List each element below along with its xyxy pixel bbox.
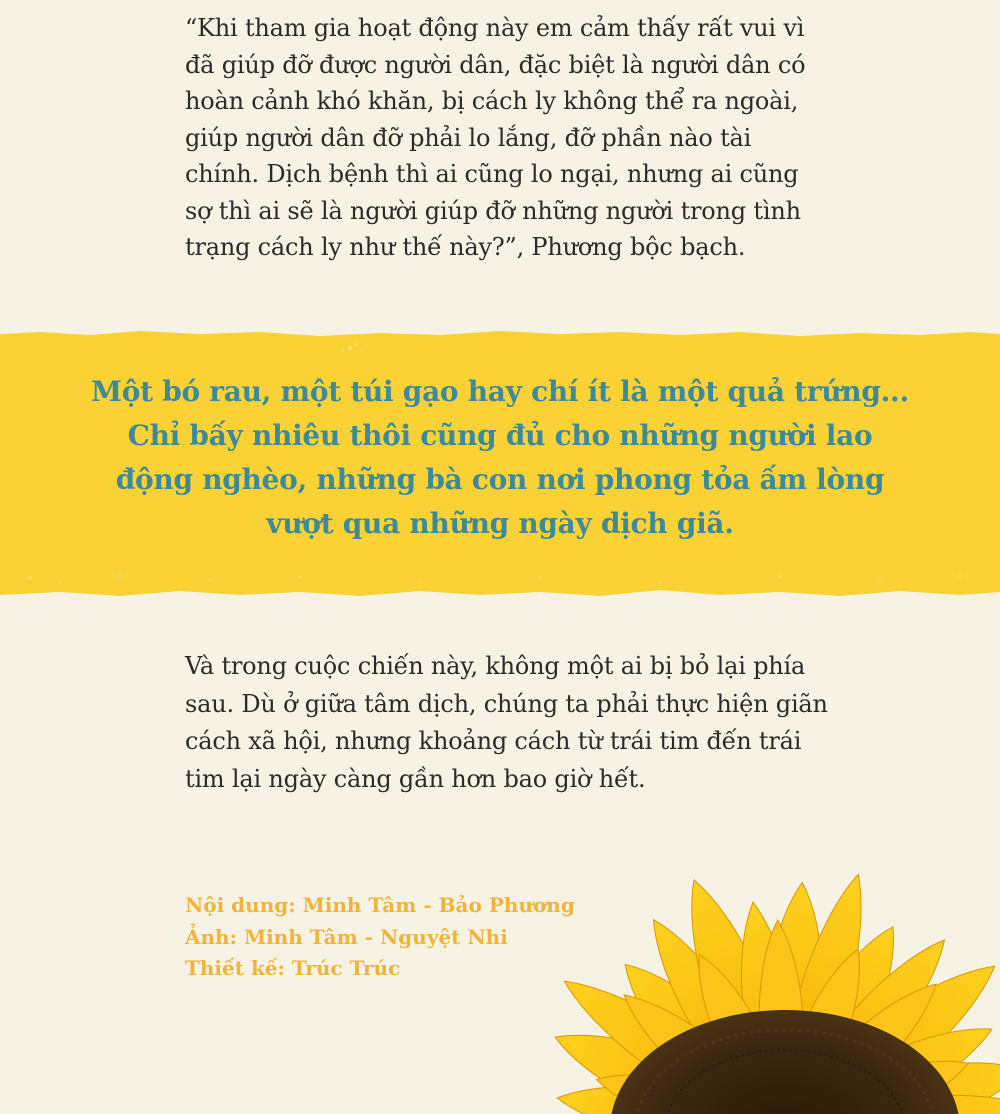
quote-line: sợ thì ai sẽ là người giúp đỡ những người trong tình bbox=[185, 196, 801, 225]
quote-line: hoàn cảnh khó khăn, bị cách ly không thể ra ngoài, bbox=[185, 87, 799, 115]
banner-line: Chỉ bấy nhiêu thôi cũng đủ cho những người lao bbox=[127, 419, 873, 452]
banner-line: vượt qua những ngày dịch giã. bbox=[266, 507, 734, 540]
closing-line: Và trong cuộc chiến này, không một ai bị bỏ lại phía bbox=[185, 652, 806, 680]
quote-line: đã giúp đỡ được người dân, đặc biệt là người dân có bbox=[185, 50, 806, 79]
quote-line: “Khi tham gia hoạt động này em cảm thấy rất vui vì bbox=[185, 14, 805, 42]
sunflower-icon bbox=[440, 830, 1000, 1114]
credit-content: Nội dung: Minh Tâm - Bảo Phương bbox=[185, 893, 575, 917]
quote-line: giúp người dân đỡ phải lo lắng, đỡ phần nào tài bbox=[185, 123, 752, 152]
closing-line: cách xã hội, nhưng khoảng cách từ trái tim đến trái bbox=[185, 727, 802, 755]
closing-line: sau. Dù ở giữa tâm dịch, chúng ta phải thực hiện giãn bbox=[185, 689, 828, 718]
quote-line: trạng cách ly như thế này?”, Phương bộc bạch. bbox=[185, 233, 746, 261]
credit-photo: Ảnh: Minh Tâm - Nguyệt Nhi bbox=[185, 924, 508, 949]
banner-line: Một bó rau, một túi gạo hay chí ít là một quả trứng... bbox=[91, 375, 909, 408]
credit-design: Thiết kế: Trúc Trúc bbox=[185, 956, 401, 980]
closing-paragraph bbox=[185, 648, 865, 798]
highlight-banner bbox=[0, 330, 1000, 600]
banner-line: động nghèo, những bà con nơi phong tỏa ấm lòng bbox=[115, 463, 885, 496]
banner-text bbox=[0, 370, 1000, 546]
quote-paragraph bbox=[185, 10, 845, 266]
closing-line: tim lại ngày càng gần hơn bao giờ hết. bbox=[185, 764, 646, 793]
quote-line: chính. Dịch bệnh thì ai cũng lo ngại, nhưng ai cũng bbox=[185, 160, 799, 188]
